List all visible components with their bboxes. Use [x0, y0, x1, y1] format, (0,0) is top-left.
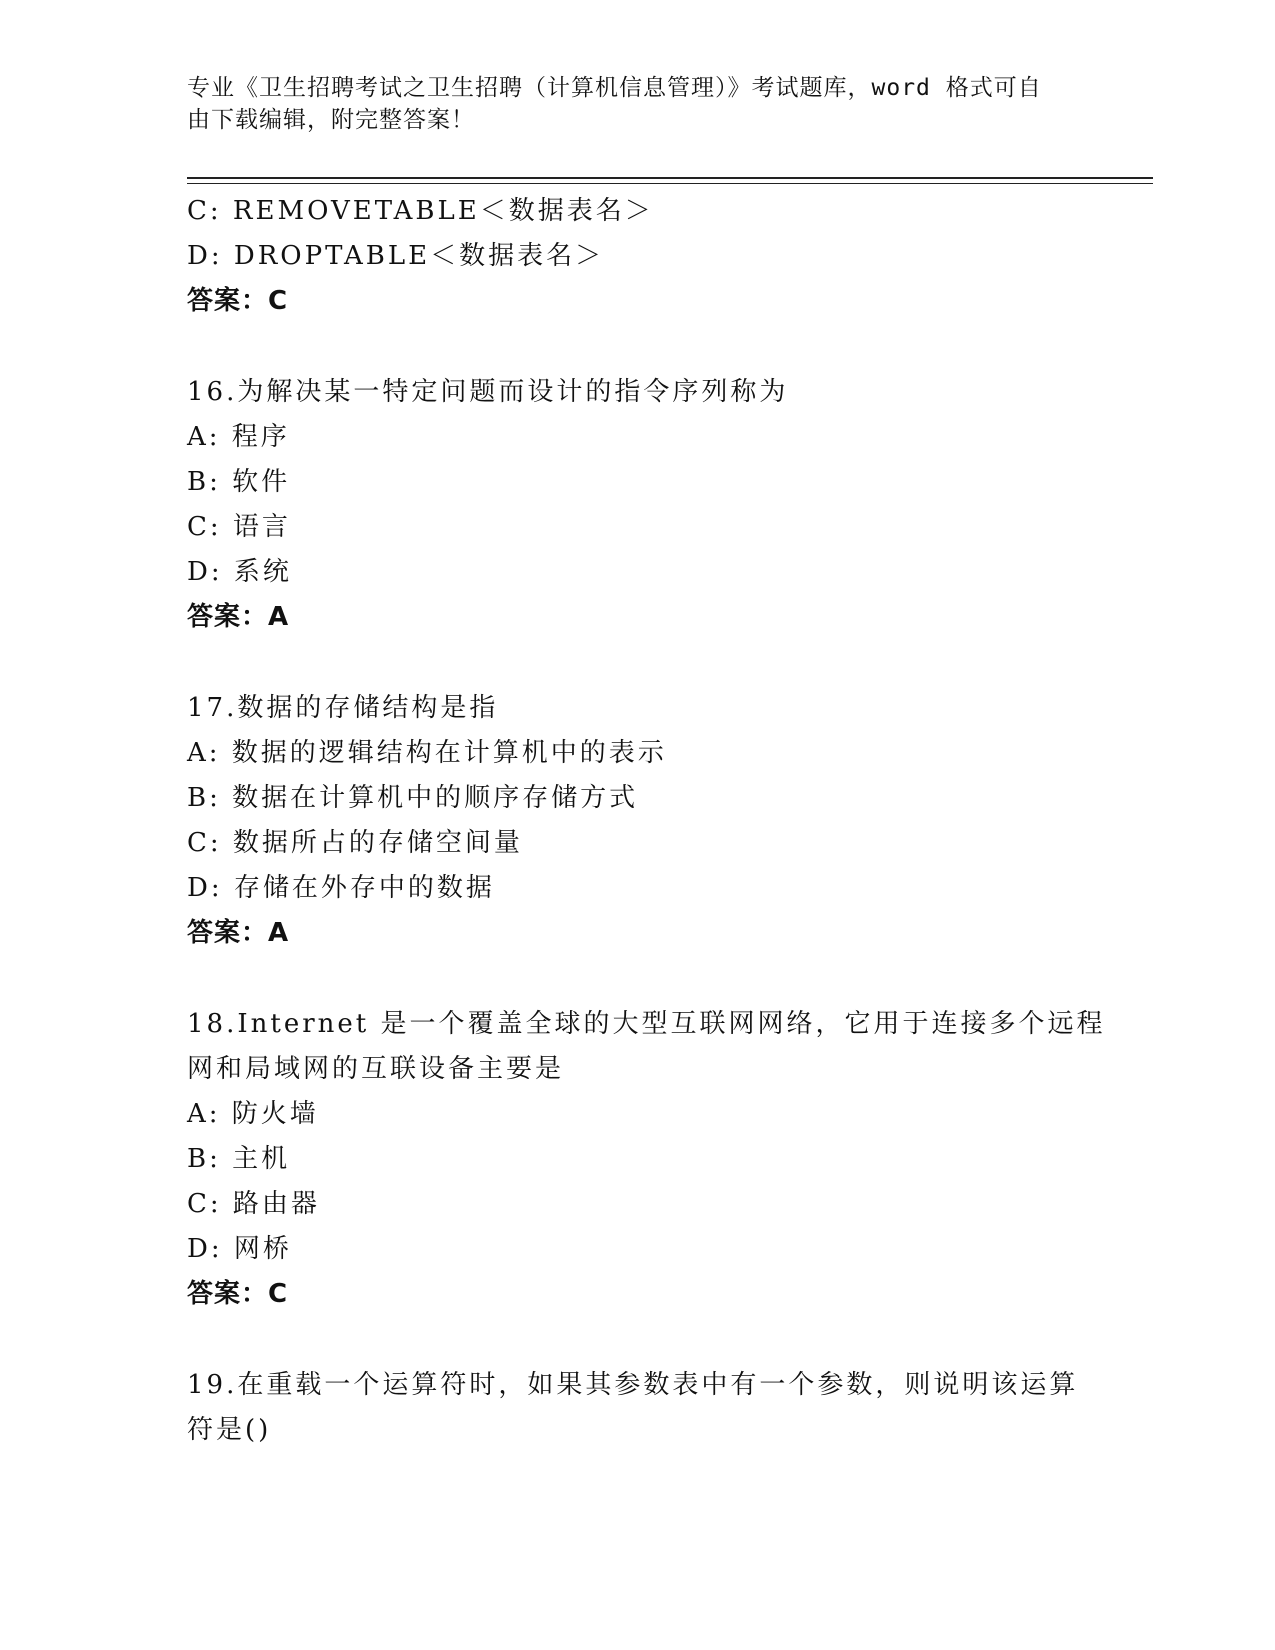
option-a: A: 防火墙 — [187, 1099, 319, 1129]
document-header — [187, 72, 1087, 136]
option-d: D: 网桥 — [187, 1234, 292, 1264]
option-d: D: 系统 — [187, 557, 292, 587]
header-line-2: 由下载编辑，附完整答案！ — [187, 107, 475, 133]
question-16 — [187, 370, 1087, 640]
question-stem: 16.为解决某一特定问题而设计的指令序列称为 — [187, 377, 789, 407]
option-b: B: 数据在计算机中的顺序存储方式 — [187, 783, 639, 813]
answer: 答案：A — [187, 602, 290, 632]
spacer — [187, 1317, 1087, 1363]
question-15-tail — [187, 189, 1087, 324]
question-18 — [187, 1002, 1106, 1317]
option-a: A: 程序 — [187, 422, 290, 452]
option-c: C: REMOVETABLE＜数据表名＞ — [187, 196, 654, 226]
question-19 — [187, 1363, 1087, 1453]
header-rule-thin — [187, 183, 1153, 184]
spacer — [187, 640, 1087, 686]
spacer — [187, 956, 1087, 1002]
option-c: C: 路由器 — [187, 1189, 320, 1219]
question-stem-line-2: 符是() — [187, 1415, 272, 1445]
question-stem-line-2: 网和局域网的互联设备主要是 — [187, 1054, 565, 1084]
option-a: A: 数据的逻辑结构在计算机中的表示 — [187, 738, 667, 768]
header-rule-thick — [187, 177, 1153, 179]
option-b: B: 主机 — [187, 1144, 291, 1174]
question-stem: 17.数据的存储结构是指 — [187, 693, 499, 723]
question-stem-line-1: 19.在重载一个运算符时，如果其参数表中有一个参数，则说明该运算 — [187, 1370, 1079, 1400]
answer: 答案：C — [187, 1279, 289, 1309]
spacer — [187, 324, 1087, 370]
question-list — [187, 189, 1106, 1453]
option-b: B: 软件 — [187, 467, 291, 497]
option-c: C: 数据所占的存储空间量 — [187, 828, 523, 858]
option-c: C: 语言 — [187, 512, 291, 542]
option-d: D: 存储在外存中的数据 — [187, 873, 495, 903]
header-line-1: 专业《卫生招聘考试之卫生招聘（计算机信息管理）》考试题库，word 格式可自 — [187, 75, 1042, 101]
answer: 答案：C — [187, 286, 289, 316]
option-d: D: DROPTABLE＜数据表名＞ — [187, 241, 605, 271]
question-stem-line-1: 18.Internet 是一个覆盖全球的大型互联网网络，它用于连接多个远程 — [187, 1009, 1106, 1039]
question-17 — [187, 686, 1087, 956]
answer: 答案：A — [187, 918, 290, 948]
